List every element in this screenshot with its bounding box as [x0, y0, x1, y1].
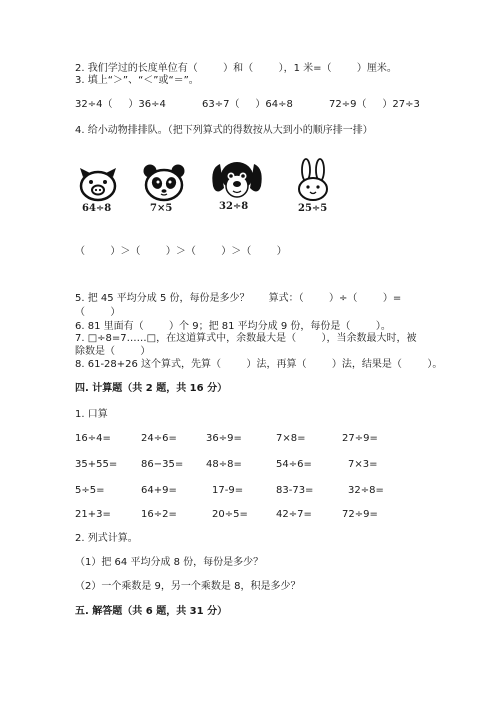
oral-cell: 27÷9=: [342, 433, 378, 444]
oral-title: 1. 口算: [75, 409, 108, 420]
question-4: 4. 给小动物排排队。（把下列算式的得数按从大到小的顺序排一排）: [75, 125, 373, 136]
oral-cell: 7×3=: [348, 459, 378, 470]
question-2: 2. 我们学过的长度单位有（ ）和（ ），1 米=（ ）厘米。: [75, 63, 397, 74]
oral-cell: 32÷8=: [348, 485, 384, 496]
oral-cell: 86−35=: [141, 459, 184, 470]
rabbit-expression: 25÷5: [298, 203, 328, 214]
oral-cell: 7×8=: [276, 433, 306, 444]
section-4-title: 四. 计算题（共 2 题，共 16 分）: [75, 383, 228, 394]
column-calc-q1: （1）把 64 平均分成 8 份，每份是多少？: [75, 557, 264, 568]
q3-item-1: 32÷4（ ）36÷4: [75, 99, 166, 110]
q3-item-2: 63÷7（ ）64÷8: [202, 99, 293, 110]
question-8: 8. 61-28+26 这个算式，先算（ ）法，再算（ ）法，结果是（ ）。: [75, 359, 443, 370]
question-7: 7. □÷8=7……□，在这道算式中，余数最大是（ ），当余数最大时，被: [75, 333, 417, 344]
rabbit-icon: [294, 158, 332, 202]
question-3: 3. 填上“＞”、“＜”或“＝”。: [75, 75, 199, 86]
q3-item-3: 72÷9（ ）27÷3: [329, 99, 420, 110]
column-calc-q2: （2）一个乘数是 9，另一个乘数是 8，积是多少？: [75, 581, 301, 592]
oral-cell: 16÷4=: [75, 433, 111, 444]
oral-cell: 20÷5=: [212, 509, 248, 520]
oral-cell: 64+9=: [141, 485, 177, 496]
panda-icon: [142, 163, 186, 203]
pig-expression: 64÷8: [82, 203, 112, 214]
pig-icon: [76, 165, 120, 203]
panda-expression: 7×5: [150, 203, 173, 214]
order-line: （ ）＞（ ）＞（ ）＞（ ）: [75, 246, 287, 257]
dog-icon: [210, 158, 264, 202]
dog-expression: 32÷8: [219, 201, 249, 212]
oral-cell: 5÷5=: [75, 485, 105, 496]
question-5-cont: （ ）: [75, 307, 121, 318]
question-5: 5. 把 45 平均分成 5 份，每份是多少？ 算式：（ ）÷（ ）=: [75, 293, 402, 304]
oral-cell: 36÷9=: [206, 433, 242, 444]
oral-cell: 24÷6=: [141, 433, 177, 444]
question-7-cont: 除数是（ ）: [75, 346, 151, 357]
oral-cell: 16÷2=: [141, 509, 177, 520]
section-5-title: 五. 解答题（共 6 题，共 31 分）: [75, 606, 228, 617]
oral-cell: 21+3=: [75, 509, 111, 520]
oral-cell: 72÷9=: [342, 509, 378, 520]
oral-cell: 35+55=: [75, 459, 118, 470]
oral-cell: 48÷8=: [206, 459, 242, 470]
oral-cell: 83-73=: [276, 485, 314, 496]
oral-cell: 54÷6=: [276, 459, 312, 470]
column-calc-title: 2. 列式计算。: [75, 533, 138, 544]
oral-cell: 42÷7=: [276, 509, 312, 520]
oral-cell: 17-9=: [212, 485, 244, 496]
question-6: 6. 81 里面有（ ）个 9；把 81 平均分成 9 份，每份是（ ）。: [75, 321, 391, 332]
